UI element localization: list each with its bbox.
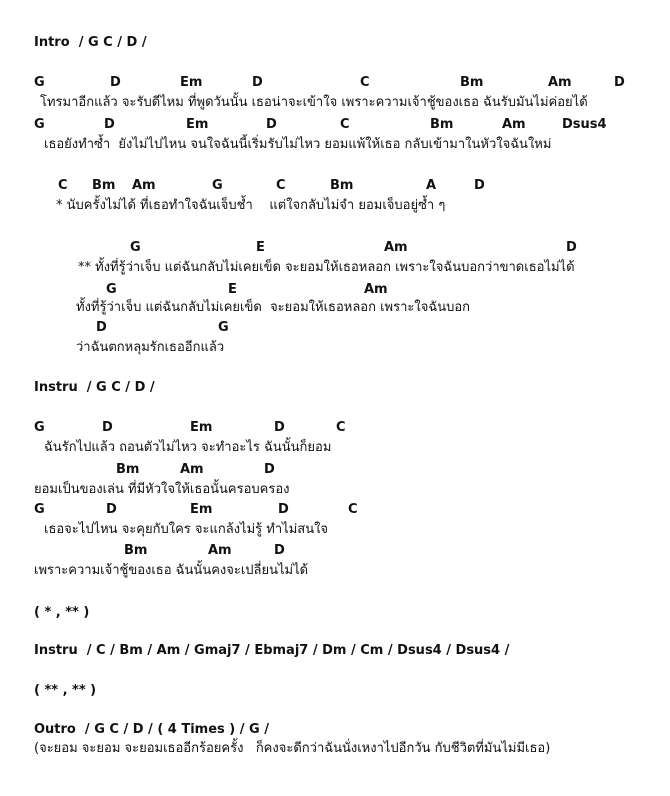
chord-label: C — [336, 420, 346, 435]
chord-label: Bm — [430, 117, 454, 132]
chorus-lyric-3: ว่าฉันตกหลุมรักเธออีกแล้ว — [76, 340, 225, 355]
chord-label: D — [274, 543, 285, 558]
chord-label: Em — [190, 420, 213, 435]
chord-label: G — [218, 320, 229, 335]
chord-label: D — [110, 75, 121, 90]
outro-lyric: (จะยอม จะยอม จะยอมเธออีกร้อยครั้ง ก็คงจะดีกว่าฉันนั่งเหงาไปอีกวัน กับชีวิตที่มันไม่มีเธอ) — [34, 741, 551, 756]
chord-label: G — [34, 420, 45, 435]
chord-label: C — [58, 178, 68, 193]
chord-label: Bm — [92, 178, 116, 193]
repeat-marker-2: ( ** , ** ) — [34, 683, 97, 698]
chord-label: G — [130, 240, 141, 255]
chord-label: D — [278, 502, 289, 517]
chord-label: G — [34, 117, 45, 132]
chord-label: Bm — [124, 543, 148, 558]
chord-label: C — [340, 117, 350, 132]
star-lyric: * นับครั้งไม่ได้ ที่เธอทำใจฉันเจ็บช้ำ แต่ใจกลับไม่จำ ยอมเจ็บอยู่ซ้ำ ๆ — [56, 198, 446, 213]
chord-label: E — [228, 282, 237, 297]
chord-label: Em — [190, 502, 213, 517]
chord-label: A — [426, 178, 437, 193]
chord-label: C — [276, 178, 286, 193]
chord-label: Em — [180, 75, 203, 90]
chorus-lyric-2: ทั้งที่รู้ว่าเจ็บ แต่ฉันกลับไม่เคยเข็ด จะยอมให้เธอหลอก เพราะใจฉันบอก — [76, 300, 471, 315]
instru-line-2: Instru / C / Bm / Am / Gmaj7 / Ebmaj7 / Dm / Cm / Dsus4 / Dsus4 / — [34, 643, 510, 658]
chord-label: D — [274, 420, 285, 435]
chord-label: G — [34, 502, 45, 517]
chord-label: D — [104, 117, 115, 132]
chord-label: D — [106, 502, 117, 517]
chord-label: Em — [186, 117, 209, 132]
verse1-lyric-1: โทรมาอีกแล้ว จะรับดีไหม ที่พูดวันนั้น เธอน่าจะเข้าใจ เพราะความเจ้าชู้ของเธอ ฉันรับมันไม่ค่อยได้ — [40, 95, 588, 110]
verse2-lyric-4: เพราะความเจ้าชู้ของเธอ ฉันนั้นคงจะเปลี่ยนไม่ได้ — [34, 563, 309, 578]
chord-label: Bm — [460, 75, 484, 90]
chorus-lyric-1: ** ทั้งที่รู้ว่าเจ็บ แต่ฉันกลับไม่เคยเข็ด จะยอมให้เธอหลอก เพราะใจฉันบอกว่าขาดเธอไม่ได้ — [78, 260, 575, 275]
chord-label: Am — [384, 240, 408, 255]
chord-label: Bm — [116, 462, 140, 477]
chord-label: D — [266, 117, 277, 132]
chord-label: Dsus4 — [562, 117, 607, 132]
chord-label: C — [360, 75, 370, 90]
chord-label: C — [348, 502, 358, 517]
chord-label: D — [264, 462, 275, 477]
verse2-lyric-3: เธอจะไปไหน จะคุยกับใคร จะแกล้งไม่รู้ ทำไม่สนใจ — [44, 522, 329, 537]
chord-label: Am — [180, 462, 204, 477]
repeat-marker-1: ( * , ** ) — [34, 605, 90, 620]
verse2-lyric-1: ฉันรักไปแล้ว ถอนตัวไม่ไหว จะทำอะไร ฉันนั้นก็ยอม — [44, 440, 332, 455]
chord-label: Am — [132, 178, 156, 193]
chord-label: Am — [364, 282, 388, 297]
chord-label: Am — [502, 117, 526, 132]
outro-line: Outro / G C / D / ( 4 Times ) / G / — [34, 722, 269, 737]
chord-label: D — [474, 178, 485, 193]
chord-label: D — [102, 420, 113, 435]
chord-label: G — [34, 75, 45, 90]
chord-label: Am — [548, 75, 572, 90]
intro-line: Intro / G C / D / — [34, 35, 147, 50]
chord-label: D — [96, 320, 107, 335]
chord-label: G — [106, 282, 117, 297]
chord-label: D — [614, 75, 625, 90]
verse1-lyric-2: เธอยังทำซ้ำ ยังไม่ไปไหน จนใจฉันนี้เริ่มรับไม่ไหว ยอมแพ้ให้เธอ กลับเข้ามาในหัวใจฉันใหม่ — [44, 137, 552, 152]
chord-label: E — [256, 240, 265, 255]
chord-label: D — [252, 75, 263, 90]
chord-label: Bm — [330, 178, 354, 193]
chord-label: G — [212, 178, 223, 193]
instru-line-1: Instru / G C / D / — [34, 380, 155, 395]
chord-label: Am — [208, 543, 232, 558]
verse2-lyric-2: ยอมเป็นของเล่น ที่มีหัวใจให้เธอนั้นครอบครอง — [34, 482, 290, 497]
chord-label: D — [566, 240, 577, 255]
